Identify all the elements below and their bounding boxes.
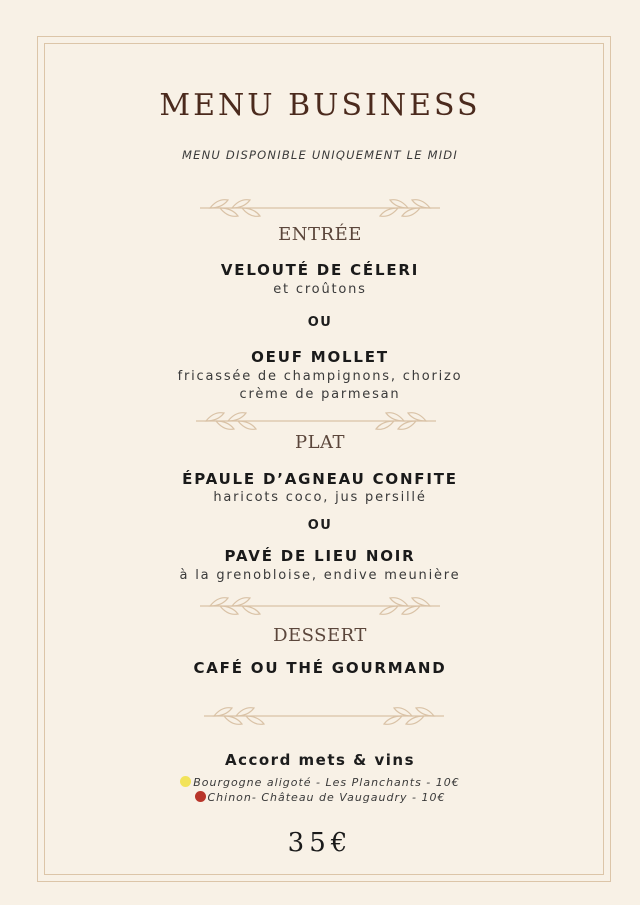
red-dot-icon xyxy=(195,791,206,802)
menu-subtitle: MENU DISPONIBLE UNIQUEMENT LE MIDI xyxy=(182,148,458,162)
menu-title: MENU BUSINESS xyxy=(159,88,481,123)
dish-name-epaule-agneau: ÉPAULE D’AGNEAU CONFITE xyxy=(182,470,458,488)
or-separator-entree: OU xyxy=(307,315,333,330)
dish-desc-veloute: et croûtons xyxy=(273,282,367,297)
wine-pairing-title: Accord mets & vins xyxy=(224,751,415,769)
wine-label-bourgogne: Bourgogne aligoté - Les Planchants - 10€ xyxy=(193,776,460,789)
leaf-ornament-1 xyxy=(190,190,450,226)
leaf-ornament-4 xyxy=(194,698,454,734)
dish-name-oeuf-mollet: OEUF MOLLET xyxy=(251,348,389,366)
dish-name-cafe-gourmand: CAFÉ OU THÉ GOURMAND xyxy=(193,659,447,677)
section-heading-entree: ENTRÉE xyxy=(278,224,362,245)
wine-item-chinon xyxy=(0,791,640,804)
yellow-dot-icon xyxy=(180,776,191,787)
dish-name-pave-lieu-noir: PAVÉ DE LIEU NOIR xyxy=(224,547,416,565)
leaf-ornament-3 xyxy=(190,588,450,624)
dish-name-veloute: VELOUTÉ DE CÉLERI xyxy=(220,261,420,279)
wine-item-bourgogne xyxy=(0,776,640,789)
dish-desc-epaule-agneau: haricots coco, jus persillé xyxy=(213,490,427,505)
menu-price: 35€ xyxy=(287,828,353,858)
section-heading-dessert: DESSERT xyxy=(273,625,367,646)
section-heading-plat: PLAT xyxy=(294,432,346,453)
wine-label-chinon: Chinon- Château de Vaugaudry - 10€ xyxy=(207,791,446,804)
dish-desc-oeuf-line2: crème de parmesan xyxy=(239,387,401,402)
dish-desc-pave-lieu-noir: à la grenobloise, endive meunière xyxy=(179,568,461,583)
or-separator-plat: OU xyxy=(307,518,333,533)
dish-desc-oeuf-line1: fricassée de champignons, chorizo xyxy=(177,369,463,384)
